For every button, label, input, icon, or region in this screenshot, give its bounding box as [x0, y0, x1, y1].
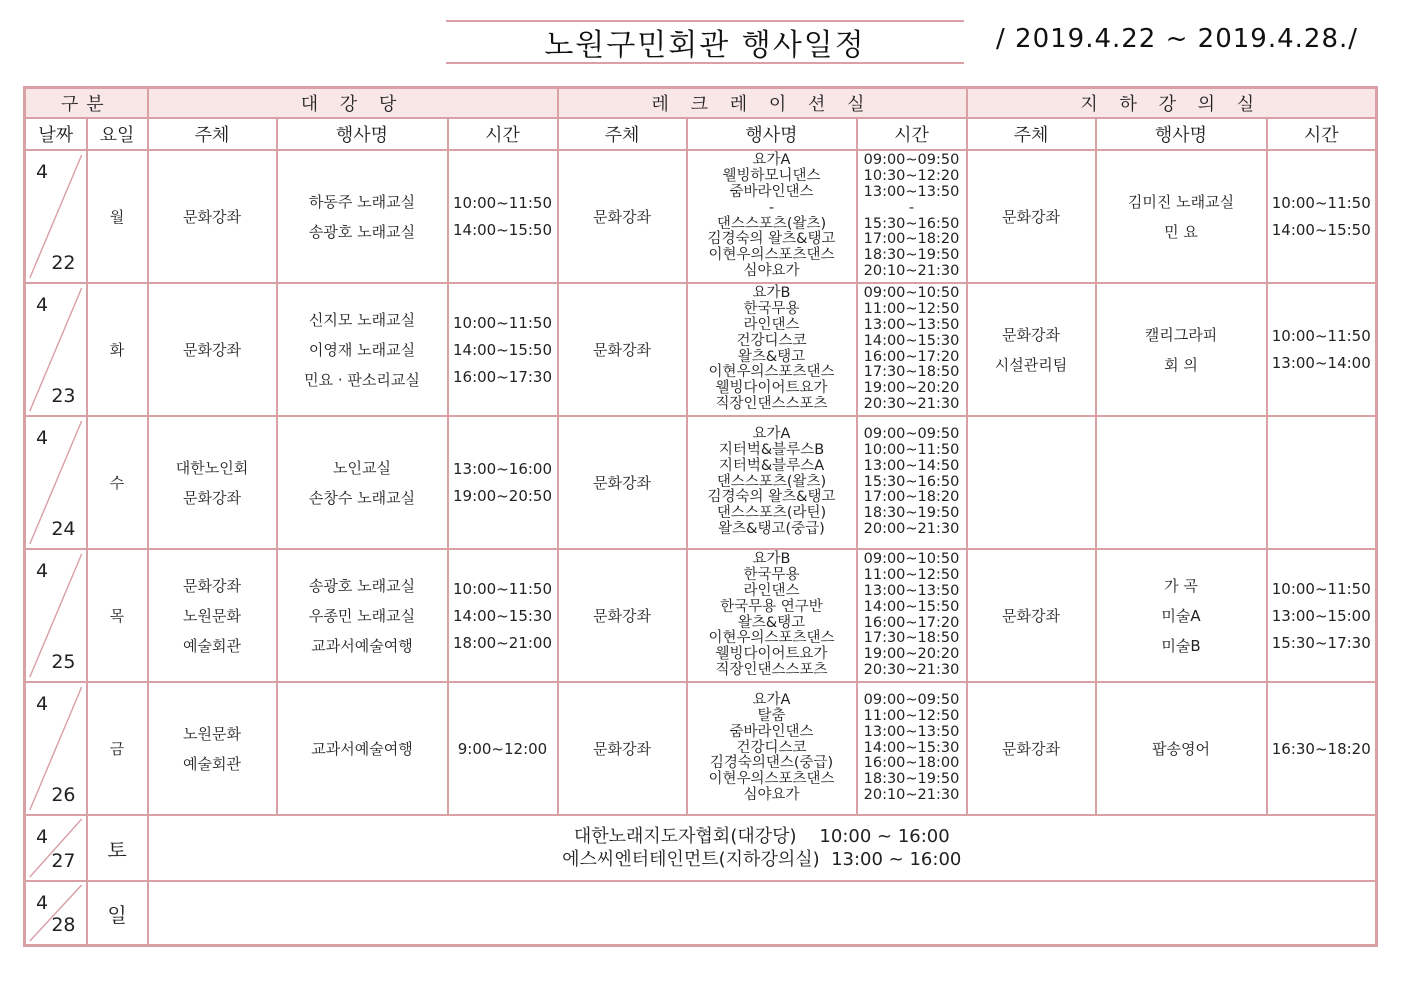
event-time: 19:00~20:50 [452, 487, 553, 505]
auditorium-subject-cell [148, 283, 277, 416]
event-time: 10:00~11:50 [452, 313, 553, 332]
auditorium-subject-cell [148, 682, 277, 815]
auditorium-time-cell [448, 416, 558, 549]
event-name: 댄스스포츠(왈츠) [716, 215, 827, 232]
event-name: 신지모 노래교실 [308, 311, 416, 329]
event-time: 13:00~14:50 [863, 457, 960, 474]
saturday-row [25, 815, 1377, 881]
event-name: 지터벅&블루스A [718, 457, 825, 474]
basement-time-cell [1267, 549, 1377, 682]
event-name: - [768, 199, 775, 216]
event-name: 하동주 노래교실 [308, 193, 416, 211]
event-time: 20:10~21:30 [863, 786, 960, 803]
auditorium-subject-cell [148, 416, 277, 549]
subject-text: 노원문화 [183, 725, 241, 743]
event-time: 20:00~21:30 [863, 520, 960, 537]
event-name: 이현우의스포츠댄스 [708, 364, 835, 381]
event-time: 15:30~17:30 [1271, 633, 1371, 652]
header-event: 행사명 [1096, 118, 1267, 150]
header-category: 구분 [25, 88, 148, 119]
event-name: 민요 · 판소리교실 [304, 371, 420, 389]
event-name: 김경숙의 왈츠&탱고 [707, 231, 836, 248]
event-time: 15:30~16:50 [863, 215, 960, 232]
event-time: 16:00~17:20 [863, 348, 960, 365]
event-name: 심야요가 [743, 786, 800, 803]
subject-text: 문화강좌 [593, 208, 651, 226]
subject-text: 시설관리팀 [994, 356, 1068, 374]
date-day: 23 [51, 385, 76, 407]
recreation-event-cell [687, 682, 857, 815]
sunday-empty-cell [148, 881, 1377, 946]
header-row-columns [25, 118, 1377, 150]
event-time: 20:30~21:30 [863, 661, 960, 678]
recreation-time-cell [857, 283, 967, 416]
event-time: 20:30~21:30 [863, 395, 960, 412]
event-name: 우종민 노래교실 [308, 607, 416, 625]
event-time: 17:30~18:50 [863, 630, 960, 647]
date-day: 26 [51, 784, 76, 806]
event-time: 13:00~15:00 [1271, 606, 1371, 625]
date-cell [25, 416, 87, 549]
event-name: 이현우의스포츠댄스 [708, 247, 835, 264]
date-cell [25, 150, 87, 283]
event-time: 10:30~12:20 [863, 168, 960, 185]
event-time: 17:00~18:20 [863, 489, 960, 506]
event-name: 웰빙다이어트요가 [715, 380, 828, 397]
event-time: 18:30~19:50 [863, 771, 960, 788]
event-name: 직장인댄스스포츠 [715, 395, 828, 412]
basement-subject-cell [967, 150, 1096, 283]
schedule-row [25, 416, 1377, 549]
date-day: 28 [51, 914, 76, 936]
header-event: 행사명 [687, 118, 857, 150]
subject-text: 문화강좌 [593, 341, 651, 359]
event-time: 10:00~11:50 [1271, 579, 1371, 598]
event-time: 10:00~11:50 [863, 442, 960, 458]
header-time: 시간 [448, 118, 558, 150]
subject-text: 문화강좌 [183, 208, 241, 226]
event-time: 09:00~10:50 [863, 551, 960, 568]
event-time: 16:00~17:20 [863, 614, 960, 631]
event-time: 16:30~18:20 [1271, 739, 1371, 758]
event-name: 가 곡 [1164, 577, 1198, 595]
date-day: 27 [51, 850, 76, 872]
event-name: 노인교실 [333, 459, 391, 477]
event-time: 17:30~18:50 [863, 364, 960, 381]
event-name: 라인댄스 [743, 316, 800, 333]
event-name: 탈춤 [757, 708, 786, 724]
basement-time-cell [1267, 283, 1377, 416]
subject-text: 문화강좌 [183, 577, 241, 595]
schedule-row [25, 549, 1377, 682]
recreation-time-cell [857, 549, 967, 682]
weekday-cell: 화 [87, 283, 148, 416]
saturday-note: 대한노래지도자협회(대강당) 10:00 ~ 16:00 [573, 826, 950, 847]
event-name: 민 요 [1164, 223, 1198, 241]
event-name: 건강디스코 [736, 332, 807, 349]
subject-text: 문화강좌 [1002, 740, 1060, 758]
event-name: 캘리그라피 [1144, 326, 1218, 344]
event-time: 14:00~15:30 [863, 332, 960, 349]
event-name: 회 의 [1164, 356, 1198, 374]
subject-text: 노원문화 [183, 607, 241, 625]
event-name: 요가A [752, 692, 791, 709]
header-row-venues [25, 88, 1377, 119]
event-time: 13:00~13:50 [863, 316, 960, 333]
header-auditorium: 대 강 당 [148, 88, 558, 119]
weekday-cell: 토 [87, 815, 148, 881]
subject-text: 문화강좌 [183, 489, 241, 507]
schedule-row [25, 283, 1377, 416]
auditorium-subject-cell [148, 150, 277, 283]
subject-text: 문화강좌 [1002, 326, 1060, 344]
date-cell [25, 283, 87, 416]
event-name: 지터벅&블루스B [718, 442, 825, 458]
event-name: 건강디스코 [736, 739, 807, 756]
event-name: 한국무용 연구반 [720, 598, 823, 615]
event-name: 심야요가 [743, 262, 800, 279]
event-time: 18:30~19:50 [863, 247, 960, 264]
event-name: 손창수 노래교실 [308, 489, 416, 507]
event-name: 줌바라인댄스 [729, 723, 814, 740]
event-time: 18:00~21:00 [452, 633, 553, 652]
schedule-row [25, 682, 1377, 815]
subject-text: 문화강좌 [593, 740, 651, 758]
schedule-title: 노원구민회관 행사일정 [446, 20, 964, 64]
event-name: 김경숙의 왈츠&탱고 [707, 489, 836, 506]
event-time: 11:00~12:50 [863, 567, 960, 584]
basement-event-cell [1096, 283, 1267, 416]
auditorium-event-cell [277, 549, 448, 682]
date-cell [25, 881, 87, 946]
event-name: 줌바라인댄스 [729, 183, 814, 200]
header-time: 시간 [1267, 118, 1377, 150]
event-time: 09:00~09:50 [863, 426, 960, 443]
date-day: 24 [51, 518, 76, 540]
event-time: 20:10~21:30 [863, 262, 960, 279]
event-time: 09:00~09:50 [863, 152, 960, 169]
recreation-subject-cell [558, 416, 687, 549]
event-time: 11:00~12:50 [863, 708, 960, 724]
basement-subject-cell [967, 682, 1096, 815]
subject-text: 문화강좌 [1002, 208, 1060, 226]
event-time: 13:00~14:00 [1271, 354, 1371, 372]
auditorium-event-cell [277, 416, 448, 549]
saturday-notes [148, 815, 1377, 881]
event-name: 왈츠&탱고 [737, 614, 806, 631]
event-time: 14:00~15:30 [452, 606, 553, 625]
event-time: 10:00~11:50 [452, 194, 553, 212]
header-basement-lecture-room: 지 하 강 의 실 [967, 88, 1377, 119]
recreation-time-cell [857, 416, 967, 549]
event-time: 09:00~09:50 [863, 692, 960, 709]
event-time: 11:00~12:50 [863, 301, 960, 318]
event-name: 김경숙의댄스(중급) [709, 755, 834, 772]
event-name: 교과서예술여행 [311, 637, 413, 655]
event-time: 13:00~13:50 [863, 723, 960, 740]
date-day: 22 [51, 252, 76, 274]
event-name: 왈츠&탱고(중급) [718, 520, 825, 537]
recreation-subject-cell [558, 150, 687, 283]
recreation-time-cell [857, 150, 967, 283]
event-name: 라인댄스 [743, 582, 800, 599]
saturday-note: 에스씨엔터테인먼트(지하강의실) 13:00 ~ 16:00 [562, 849, 962, 870]
date-month: 4 [36, 294, 49, 316]
header-subject: 주체 [148, 118, 277, 150]
event-name: 왈츠&탱고 [737, 348, 806, 365]
event-time: 19:00~20:20 [863, 646, 960, 663]
event-time: 15:30~16:50 [863, 473, 960, 490]
event-name: 교과서예술여행 [311, 740, 413, 758]
event-time: 14:00~15:50 [452, 221, 553, 239]
header-time: 시간 [857, 118, 967, 150]
recreation-time-cell [857, 682, 967, 815]
schedule-table [23, 86, 1378, 947]
recreation-event-cell [687, 150, 857, 283]
recreation-subject-cell [558, 549, 687, 682]
auditorium-subject-cell [148, 549, 277, 682]
event-name: 송광호 노래교실 [308, 223, 416, 241]
recreation-event-cell [687, 549, 857, 682]
auditorium-event-cell [277, 150, 448, 283]
event-time: - [908, 199, 915, 216]
event-time: 13:00~13:50 [863, 582, 960, 599]
event-time: 17:00~18:20 [863, 231, 960, 248]
event-name: 요가A [752, 152, 791, 169]
event-time: 14:00~15:50 [452, 340, 553, 359]
weekday-cell: 목 [87, 549, 148, 682]
date-day: 25 [51, 651, 76, 673]
header-weekday: 요일 [87, 118, 148, 150]
auditorium-event-cell [277, 682, 448, 815]
event-name: 미술B [1161, 637, 1201, 655]
recreation-subject-cell [558, 283, 687, 416]
recreation-event-cell [687, 416, 857, 549]
header-event: 행사명 [277, 118, 448, 150]
event-time: 13:00~16:00 [452, 460, 553, 478]
date-month: 4 [36, 693, 49, 715]
event-name: 웰빙다이어트요가 [715, 646, 828, 663]
event-name: 팝송영어 [1152, 740, 1210, 758]
date-cell [25, 549, 87, 682]
event-time: 14:00~15:50 [1271, 221, 1371, 239]
subject-text: 문화강좌 [1002, 607, 1060, 625]
basement-subject-cell [967, 549, 1096, 682]
auditorium-event-cell [277, 283, 448, 416]
date-month: 4 [36, 560, 49, 582]
auditorium-time-cell [448, 283, 558, 416]
subject-text: 문화강좌 [593, 607, 651, 625]
event-name: 한국무용 [743, 301, 800, 318]
event-time: 19:00~20:20 [863, 380, 960, 397]
event-time: 10:00~11:50 [452, 579, 553, 598]
basement-event-cell [1096, 682, 1267, 815]
event-name: 이영재 노래교실 [308, 341, 416, 359]
subject-text: 대한노인회 [175, 459, 249, 477]
date-month: 4 [36, 892, 49, 914]
basement-subject-cell [967, 283, 1096, 416]
sunday-row [25, 881, 1377, 946]
schedule-period: / 2019.4.22 ~ 2019.4.28./ [996, 24, 1359, 54]
event-name: 송광호 노래교실 [308, 577, 416, 595]
subject-text: 문화강좌 [593, 474, 651, 492]
weekday-cell: 월 [87, 150, 148, 283]
auditorium-time-cell [448, 150, 558, 283]
header-recreation-room: 레 크 레 이 션 실 [558, 88, 967, 119]
event-time: 09:00~10:50 [863, 285, 960, 302]
subject-text: 예술회관 [183, 637, 241, 655]
event-name: 한국무용 [743, 567, 800, 584]
event-name: 미술A [1161, 607, 1201, 625]
event-time: 10:00~11:50 [1271, 327, 1371, 345]
weekday-cell: 일 [87, 881, 148, 946]
event-name: 웰빙하모니댄스 [722, 168, 821, 185]
event-name: 댄스스포츠(왈츠) [716, 473, 827, 490]
subject-text: 문화강좌 [183, 341, 241, 359]
event-time: 9:00~12:00 [457, 739, 548, 758]
auditorium-time-cell [448, 549, 558, 682]
basement-event-cell [1096, 150, 1267, 283]
header-subject: 주체 [967, 118, 1096, 150]
event-name: 김미진 노래교실 [1127, 193, 1235, 211]
auditorium-time-cell [448, 682, 558, 815]
basement-subject-cell [967, 416, 1096, 549]
weekday-cell: 수 [87, 416, 148, 549]
event-time: 14:00~15:50 [863, 598, 960, 615]
basement-time-cell [1267, 150, 1377, 283]
event-time: 14:00~15:30 [863, 739, 960, 756]
event-name: 요가A [752, 426, 791, 443]
date-month: 4 [36, 427, 49, 449]
event-name: 이현우의스포츠댄스 [708, 630, 835, 647]
event-time: 18:30~19:50 [863, 505, 960, 522]
date-cell [25, 815, 87, 881]
date-cell [25, 682, 87, 815]
header-subject: 주체 [558, 118, 687, 150]
event-time: 13:00~13:50 [863, 183, 960, 200]
basement-time-cell [1267, 416, 1377, 549]
basement-event-cell [1096, 416, 1267, 549]
event-name: 직장인댄스스포츠 [715, 661, 828, 678]
date-month: 4 [36, 161, 49, 183]
basement-event-cell [1096, 549, 1267, 682]
date-month: 4 [36, 826, 49, 848]
event-name: 이현우의스포츠댄스 [708, 771, 835, 788]
header-date: 날짜 [25, 118, 87, 150]
basement-time-cell [1267, 682, 1377, 815]
event-name: 요가B [752, 285, 791, 302]
event-time: 16:00~17:30 [452, 367, 553, 386]
event-name: 요가B [752, 551, 791, 568]
subject-text: 예술회관 [183, 755, 241, 773]
schedule-row [25, 150, 1377, 283]
recreation-event-cell [687, 283, 857, 416]
event-time: 16:00~18:00 [863, 755, 960, 772]
weekday-cell: 금 [87, 682, 148, 815]
recreation-subject-cell [558, 682, 687, 815]
event-time: 10:00~11:50 [1271, 194, 1371, 212]
event-name: 댄스스포츠(라틴) [716, 505, 827, 522]
